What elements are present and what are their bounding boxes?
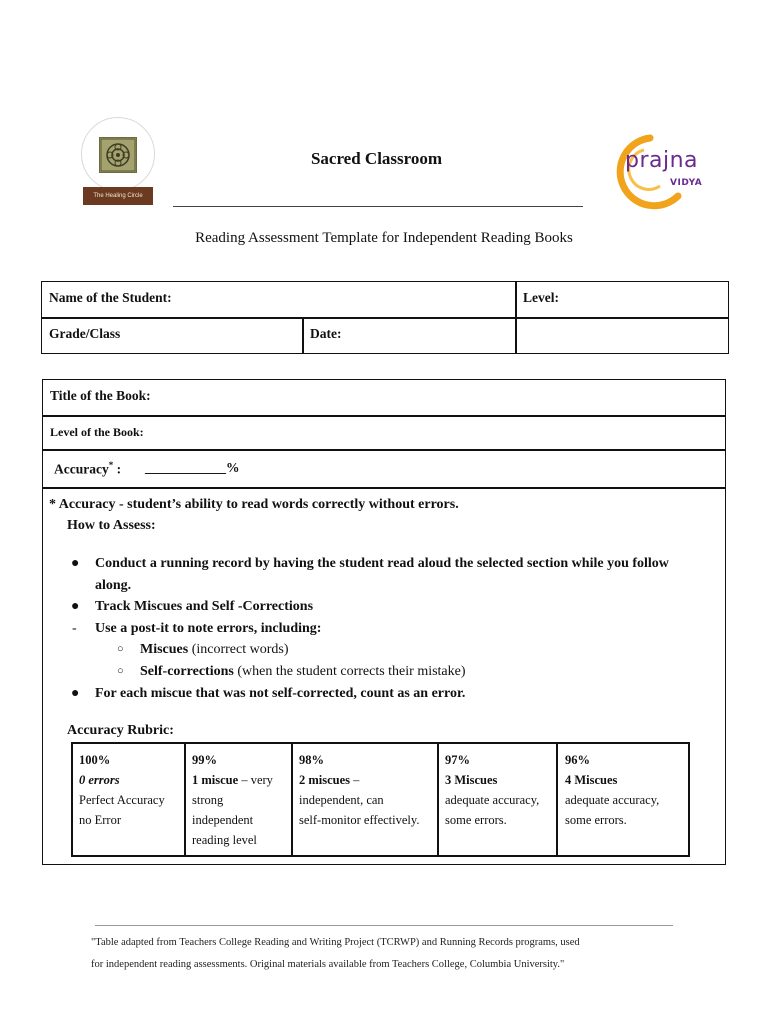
rubric-head: 0 errors <box>79 773 120 787</box>
table-row-divider <box>42 487 726 489</box>
rubric-head: 3 Miscues <box>445 773 498 787</box>
bullet-running-record: Conduct a running record by having the student read aloud the selected section while you follow <box>95 556 669 571</box>
rubric-desc-line: no Error <box>79 813 121 827</box>
rubric-cell-98 <box>299 750 437 830</box>
book-title-label: Title of the Book: <box>50 388 151 403</box>
rubric-desc-line: adequate accuracy, <box>445 793 540 807</box>
rubric-head-row <box>192 770 289 790</box>
accuracy-blank-field: ____________% <box>145 460 240 475</box>
rubric-col-divider <box>556 742 558 857</box>
rubric-col-divider <box>437 742 439 857</box>
rubric-desc-line: reading level <box>192 833 257 847</box>
rubric-pct: 98% <box>299 753 324 767</box>
sub-item-self-corrections <box>140 664 466 680</box>
footer-divider <box>95 925 673 926</box>
page-subtitle: Reading Assessment Template for Independent Reading Books <box>195 230 573 246</box>
sub-item-miscues <box>140 642 289 658</box>
rubric-cell-96 <box>565 750 687 830</box>
accuracy-row <box>54 460 121 478</box>
dash-post-it: Use a post-it to note errors, including: <box>95 621 322 636</box>
logo-word: prajna <box>625 148 699 173</box>
date-label: Date: <box>310 326 342 341</box>
bullet-icon: ● <box>71 686 80 701</box>
table-row-divider <box>42 449 726 451</box>
footer-citation-line: for independent reading assessments. Original materials available from Teachers College, Columbia University." <box>91 959 565 970</box>
page-title: Sacred Classroom <box>310 149 443 168</box>
rubric-desc-line: some errors. <box>565 813 627 827</box>
accuracy-colon: : <box>113 461 122 477</box>
sub-item-miscues-rest: (incorrect words) <box>188 642 289 657</box>
sub-item-self-corrections-bold: Self-corrections <box>140 664 234 679</box>
accuracy-rubric-heading: Accuracy Rubric: <box>67 723 174 738</box>
student-name-label: Name of the Student: <box>49 290 172 305</box>
circle-bullet-icon: ○ <box>117 665 124 677</box>
rubric-desc-line: some errors. <box>445 813 507 827</box>
rubric-pct: 99% <box>192 753 217 767</box>
rubric-col-divider <box>291 742 293 857</box>
prajna-vidya-logo <box>598 130 708 210</box>
level-label: Level: <box>523 290 559 305</box>
bullet-icon: ● <box>71 599 80 614</box>
rubric-pct: 97% <box>445 753 470 767</box>
rubric-desc-line: self-monitor effectively. <box>299 813 420 827</box>
circle-bullet-icon: ○ <box>117 643 124 655</box>
mandala-emblem-icon <box>99 137 137 173</box>
book-level-label: Level of the Book: <box>50 425 144 439</box>
table-col-divider <box>515 281 517 354</box>
rubric-pct: 96% <box>565 753 590 767</box>
accuracy-asterisk: * <box>108 460 114 470</box>
sub-item-miscues-bold: Miscues <box>140 642 189 657</box>
rubric-head-row <box>299 770 437 790</box>
bullet-count-error: For each miscue that was not self-corrected, count as an error. <box>95 686 466 701</box>
rubric-cell-99 <box>192 750 289 850</box>
rubric-head: 1 miscue <box>192 773 239 787</box>
rubric-desc-line: independent, can <box>299 793 384 807</box>
rubric-desc-line: strong <box>192 793 224 807</box>
bullet-track-miscues: Track Miscues and Self -Corrections <box>95 599 314 614</box>
footer-citation-line: "Table adapted from Teachers College Reading and Writing Project (TCRWP) and Running Records programs, used <box>91 937 580 948</box>
rubric-cell-100 <box>79 750 181 830</box>
rubric-head-rest: – <box>350 773 360 787</box>
rubric-desc-line: adequate accuracy, <box>565 793 660 807</box>
bullet-icon: ● <box>71 556 80 571</box>
rubric-cell-97 <box>445 750 555 830</box>
how-to-assess-heading: How to Assess: <box>67 518 156 533</box>
grade-label: Grade/Class <box>49 326 121 341</box>
logo-sub: VIDYA <box>670 178 703 188</box>
table-row-divider <box>42 415 726 417</box>
table-row-divider <box>41 317 729 319</box>
rubric-head-rest: – very <box>238 773 273 787</box>
accuracy-definition: * Accuracy - student’s ability to read words correctly without errors. <box>49 497 459 512</box>
rubric-head: 2 miscues <box>299 773 351 787</box>
healing-circle-logo <box>81 117 155 209</box>
dash-icon: - <box>72 621 77 636</box>
table-col-divider <box>302 317 304 354</box>
title-divider <box>173 206 583 207</box>
logo-caption: The Healing Circle <box>83 187 153 205</box>
rubric-desc-line: Perfect Accuracy <box>79 793 165 807</box>
bullet-running-record-cont: along. <box>95 578 132 593</box>
rubric-pct: 100% <box>79 753 111 767</box>
rubric-head: 4 Miscues <box>565 773 618 787</box>
rubric-desc-line: independent <box>192 813 254 827</box>
sub-item-self-corrections-rest: (when the student corrects their mistake) <box>233 664 466 679</box>
rubric-col-divider <box>184 742 186 857</box>
accuracy-label: Accuracy <box>54 461 109 477</box>
